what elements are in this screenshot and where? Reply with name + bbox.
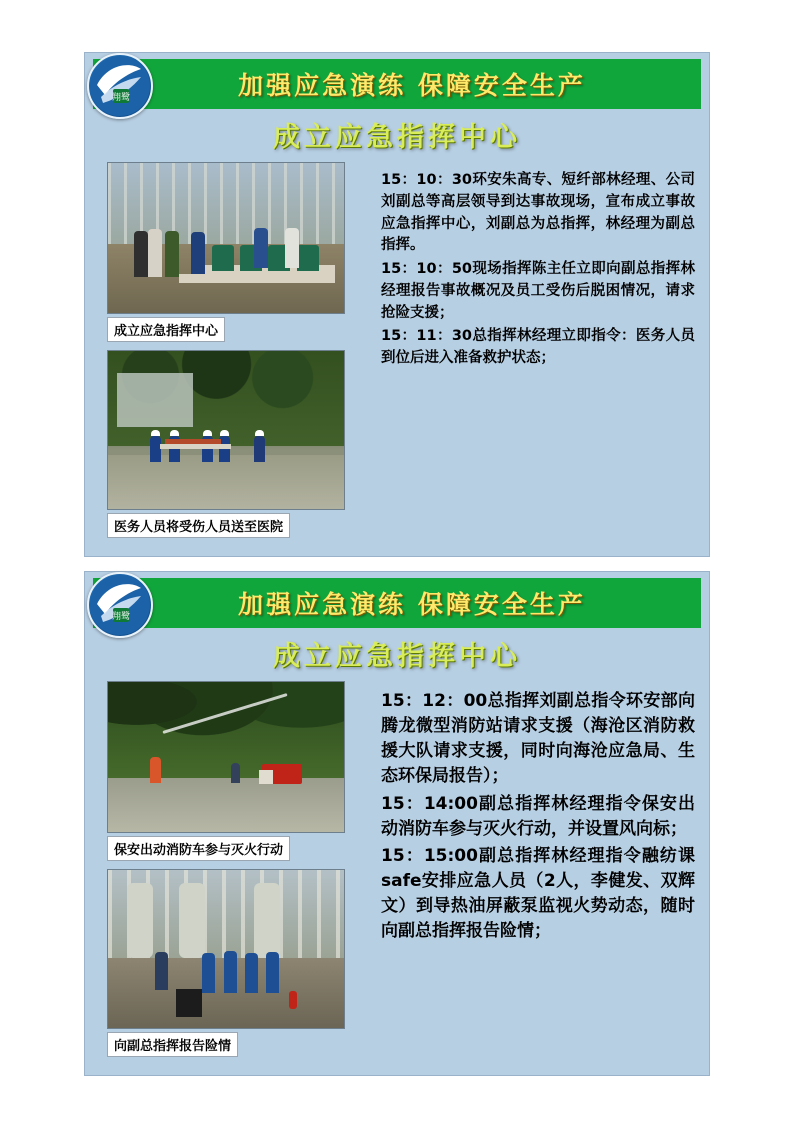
slide-2-caption-1: 保安出动消防车参与灭火行动 [107,836,290,861]
slide-1-caption-1: 成立应急指挥中心 [107,317,225,342]
slide-2-body [85,681,709,1065]
slide-1 [84,52,710,557]
photo-medics-carry-injured [107,350,345,510]
slide-1-figure-1 [107,162,365,342]
slide-2-figure-1 [107,681,365,861]
slide-2-title: 成立应急指挥中心 [273,641,521,672]
photo-fire-truck-action [107,681,345,833]
slide-2-paragraph-3: 15：15:00副总指挥林经理指令融纺课safe安排应急人员（2人，李健发、双辉文）到导热油屏蔽泵监视火势动态，随时向副总指挥报告险情； [381,845,695,942]
photo-command-center-setup [107,162,345,314]
slide-2-paragraph-2: 15：14:00副总指挥林经理指令保安出动消防车参与灭火行动，并设置风向标； [381,793,695,839]
photo-report-to-deputy-commander [107,869,345,1029]
slide-2-caption-2: 向副总指挥报告险情 [107,1032,238,1057]
slide-1-paragraph-3: 15：11：30总指挥林经理立即指令：医务人员到位后进入准备救护状态； [381,328,695,366]
slide-1-paragraph-2: 15：10：50现场指挥陈主任立即向副总指挥林经理报告事故概况及员工受伤后脱困情况，请求抢险支援； [381,261,695,321]
slide-2-figure-2 [107,869,365,1057]
slide-1-figure-column [107,162,365,546]
slide-1-banner [93,59,701,109]
company-emblem-icon [87,53,153,119]
slide-1-text-column [381,162,695,546]
slide-1-banner-text: 加强应急演练 保障安全生产 [238,71,586,100]
slide-2-text-column [381,681,695,1065]
company-emblem-icon [87,572,153,638]
slide-1-body [85,162,709,546]
slide-1-title: 成立应急指挥中心 [273,122,521,153]
slide-2-paragraph-1: 15：12：00总指挥刘副总指令环安部向腾龙微型消防站请求支援（海沧区消防救援大队请求支援，同时向海沧应急局、生态环保局报告）； [381,691,695,787]
svg-text:翔鹭: 翔鹭 [111,612,131,622]
slide-2-banner-text: 加强应急演练 保障安全生产 [238,590,586,619]
slide-2-banner [93,578,701,628]
slide-1-caption-2: 医务人员将受伤人员送至医院 [107,513,290,538]
slide-1-figure-2 [107,350,365,538]
slide-2-figure-column [107,681,365,1065]
slide-1-paragraph-1: 15：10：30环安朱高专、短纤部林经理、公司刘副总等高层领导到达事故现场，宣布成立事故应急指挥中心，刘副总为总指挥，林经理为副总指挥。 [381,172,695,254]
slide-2 [84,571,710,1076]
svg-text:翔鹭: 翔鹭 [111,93,131,103]
